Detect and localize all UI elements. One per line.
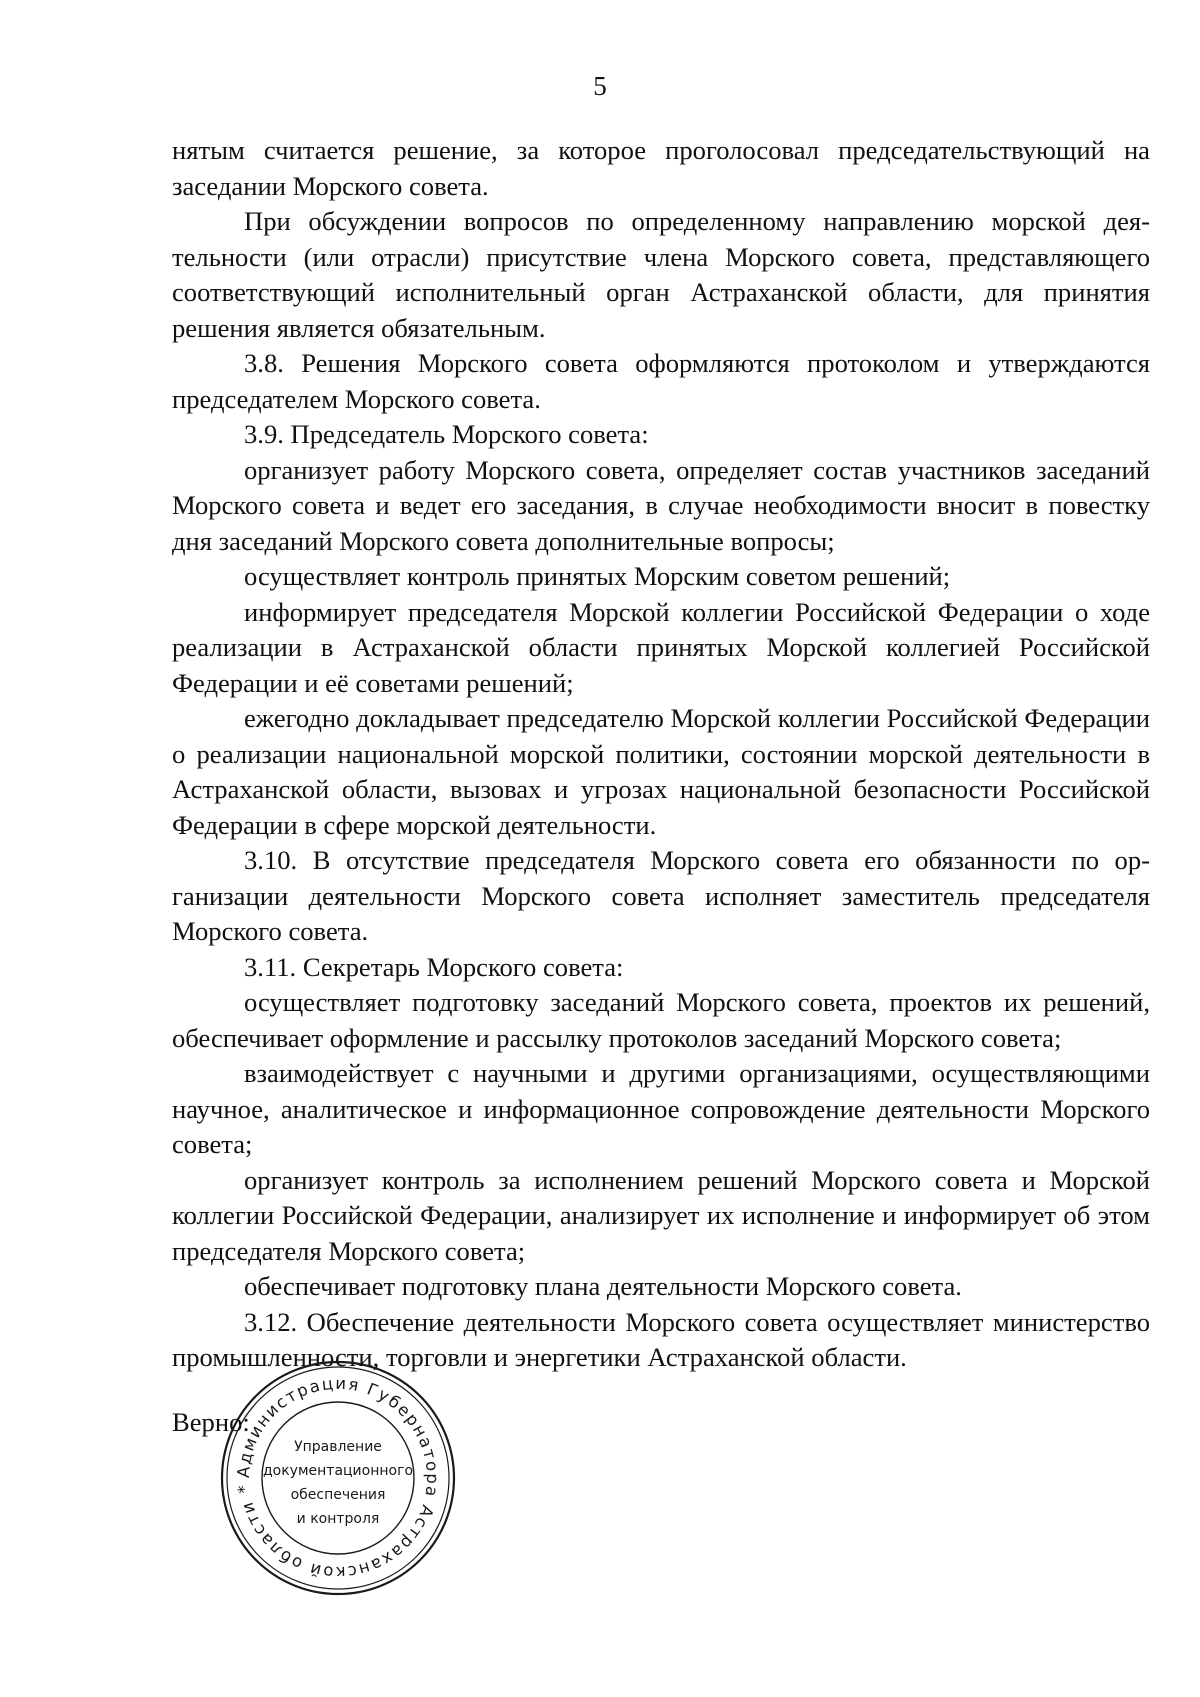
verno-label: Верно: bbox=[172, 1407, 250, 1437]
seal-center-line-4: и контроля bbox=[296, 1511, 380, 1527]
paragraph-chair-reports: ежегодно докладывает председателю Морской коллегии Российской Федерации о реализации национальной морской политики, состоянии морской деятельности в Астраханской области, вызовах и угрозах национальной безопасности Российской Федерации в сфере морской деятельности. bbox=[172, 703, 1150, 840]
document-body bbox=[172, 133, 1150, 1376]
paragraph-secretary-controls: организует контроль за исполнением решений Морского совета и Морской коллегии Российской Федерации, анализирует их исполнение и информирует об этом председателя Морского совета; bbox=[172, 1164, 1150, 1266]
seal-center-line-3: обеспечения bbox=[290, 1487, 386, 1503]
paragraph-3-9: 3.9. Председатель Морского совета: bbox=[244, 419, 649, 449]
paragraph-3-11: 3.11. Секретарь Морского совета: bbox=[244, 951, 624, 982]
seal-center-line-2: документационного bbox=[262, 1463, 414, 1479]
page-number: 5 bbox=[593, 71, 607, 101]
official-seal bbox=[218, 1358, 458, 1598]
paragraph-secretary-prepares: осуществляет подготовку заседаний Морского совета, проектов их решений, обеспечивает оформление и рассылку протоколов заседаний Морского совета; bbox=[172, 987, 1150, 1053]
paragraph-chair-controls: осуществляет контроль принятых Морским советом решений; bbox=[244, 561, 951, 591]
paragraph-chair-organizes: организует работу Морского совета, определяет состав участников заседаний Морского совета и ведет его заседания, в случае необходимости вносит в повестку дня заседаний Морского совета дополнительные вопросы; bbox=[172, 454, 1150, 556]
paragraph-2: При обсуждении вопросов по определенному направлению морской деятельности (или отрасли) присутствие члена Морского совета, представляющего соответствующий исполнительный орган Астраханской области, для принятия решения является обязательным. bbox=[172, 206, 1150, 343]
paragraph-3-10: 3.10. В отсутствие председателя Морского совета его обязанности по организации деятельности Морского совета исполняет заместитель председателя Морского совета. bbox=[172, 845, 1150, 946]
paragraph-3-8: 3.8. Решения Морского совета оформляются протоколом и утверждаются председателем Морского совета. bbox=[172, 348, 1150, 414]
seal-ring-text: Администрация Губернатора Астраханской области * bbox=[233, 1373, 443, 1583]
seal-graphic bbox=[218, 1358, 458, 1598]
paragraph-chair-informs: информирует председателя Морской коллегии Российской Федерации о ходе реализации в Астраханской области принятых Морской коллегией Российской Федерации и её советами решений; bbox=[172, 596, 1150, 698]
paragraph-secretary-cooperates: взаимодействует с научными и другими организациями, осуществляющими научное, аналитическое и информационное сопровождение деятельности Морского совета; bbox=[172, 1058, 1150, 1159]
paragraph-secretary-plan: обеспечивает подготовку плана деятельности Морского совета. bbox=[244, 1271, 962, 1301]
seal-center-line-1: Управление bbox=[294, 1439, 382, 1455]
paragraph-3-12: 3.12. Обеспечение деятельности Морского совета осуществляет министерство промышленности, торговли и энергетики Астраханской области. bbox=[172, 1306, 1150, 1372]
paragraph-1: нятым считается решение, за которое проголосовал председательствующий на заседании Морского совета. bbox=[172, 135, 1150, 201]
